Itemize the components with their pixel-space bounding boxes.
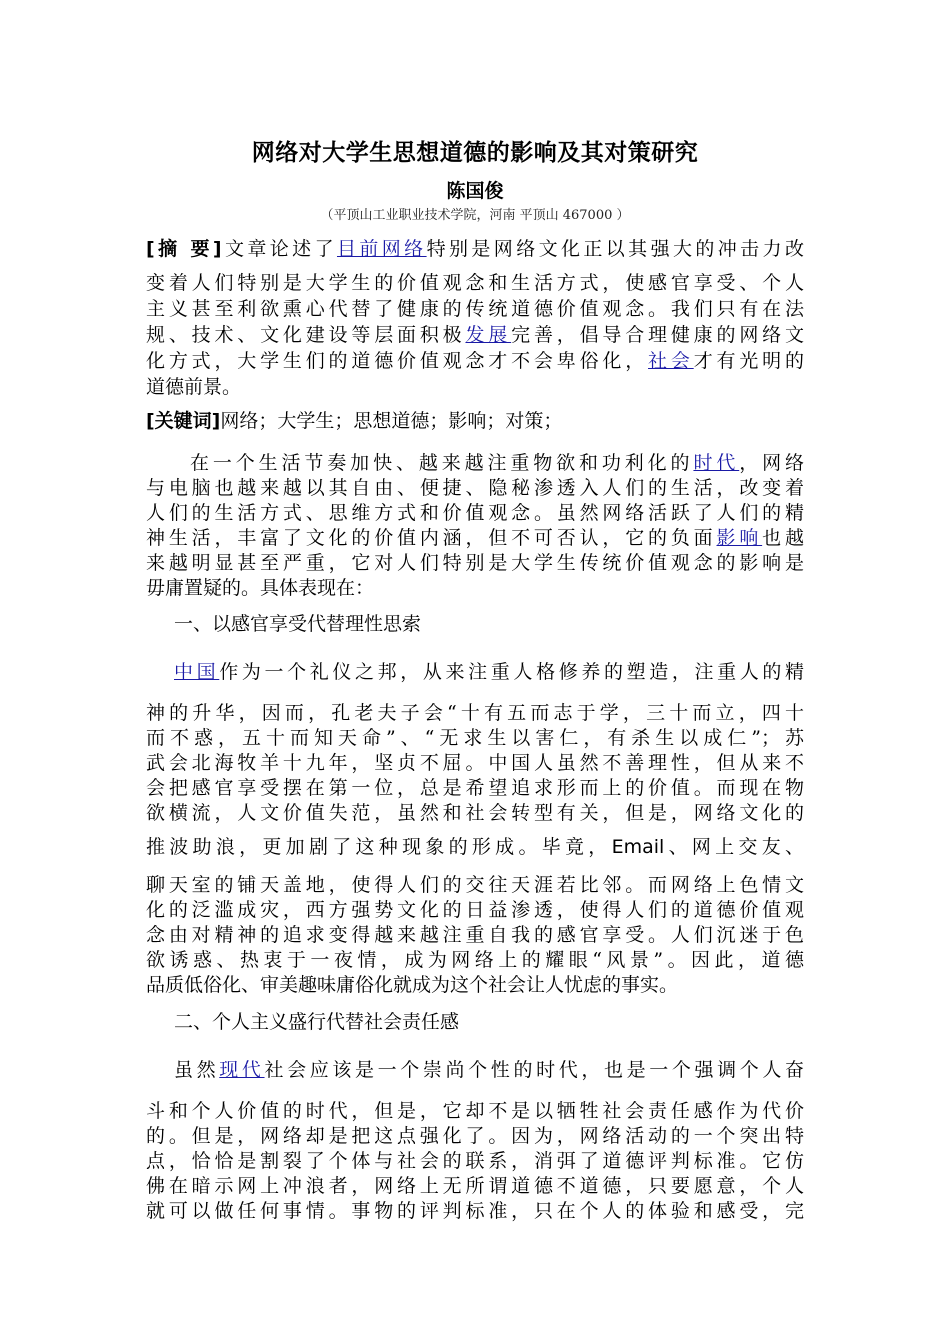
section-1-line-1 [174, 660, 804, 684]
link-era[interactable]: 时代 [693, 452, 740, 474]
section-2-text: 社会应该是一个崇尚个性的时代，也是一个强调个人奋 [264, 1059, 804, 1081]
intro-line-5: 来越明显甚至严重，它对人们特别是大学生传统价值观念的影响是 [146, 552, 804, 574]
abstract-label: [摘 要] [146, 238, 222, 260]
link-influence[interactable]: 影响 [716, 527, 763, 549]
link-china[interactable]: 中国 [174, 661, 220, 683]
section-2-text: 虽然 [174, 1059, 220, 1081]
section-1-line-9: 化的泛滥成灾，西方强势文化的日益渗透，使得人们的道德价值观 [146, 899, 804, 921]
section-2-line-5: 佛在暗示网上冲浪者，网络上无所谓道德不道德，只要愿意，个人 [146, 1175, 804, 1197]
intro-line-2: 与电脑也越来越以其自由、便捷、隐秘渗透入人们的生活，改变着 [146, 477, 804, 499]
intro-line-1 [190, 451, 804, 475]
section-1-heading: 一、以感官享受代替理性思索 [174, 613, 422, 635]
section-1-line-7 [146, 835, 804, 859]
section-2-line-1 [174, 1058, 804, 1082]
intro-line-4 [146, 526, 804, 550]
abstract-line-5 [146, 349, 804, 373]
section-1-line-12: 品质低俗化、审美趣味庸俗化就成为这个社会让人忧虑的事实。 [146, 974, 679, 996]
abstract-text: 才有光明的 [693, 350, 804, 372]
section-1-line-5: 会把感官享受摆在第一位，总是希望追求形而上的价值。而现在物 [146, 777, 804, 799]
abstract-line-1 [146, 237, 804, 261]
keywords-label: [关键词] [146, 410, 221, 432]
abstract-line-4 [146, 323, 804, 347]
abstract-text: 文章论述了 [221, 238, 337, 260]
section-1-text: 、网上交友、 [664, 836, 804, 858]
section-2-line-2: 斗和个人价值的时代，但是，它却不是以牺牲社会责任感作为代价 [146, 1100, 804, 1122]
article-title: 网络对大学生思想道德的影响及其对策研究 [251, 139, 699, 166]
abstract-line-2: 变着人们特别是大学生的价值观念和生活方式，使感官享受、个人 [146, 272, 804, 294]
intro-line-6: 毋庸置疑的。具体表现在： [146, 577, 375, 599]
abstract-line-6: 道德前景。 [146, 376, 242, 398]
section-2-heading: 二、个人主义盛行代替社会责任感 [174, 1011, 460, 1033]
intro-text: 在一个生活节奏加快、越来越注重物欲和功利化的 [190, 452, 694, 474]
author-name: 陈国俊 [446, 180, 504, 202]
email-term: Email [611, 836, 665, 858]
link-current-network[interactable]: 目前网络 [336, 238, 427, 260]
section-1-line-11: 欲诱惑、热衷于一夜情，成为网络上的耀眼“风景”。因此，道德 [146, 949, 804, 971]
keywords-text: 网络；大学生；思想道德；影响；对策； [220, 410, 563, 432]
section-1-line-4: 武会北海牧羊十九年，坚贞不屈。中国人虽然不善理性，但从来不 [146, 752, 804, 774]
section-1-line-3: 而不惑，五十而知天命”、“无求生以害仁，有杀生以成仁”；苏 [146, 727, 804, 749]
keywords-line [146, 409, 804, 433]
abstract-text: 规、技术、文化建设等层面积极 [146, 324, 466, 346]
abstract-text: 化方式，大学生们的道德价值观念才不会卑俗化， [146, 350, 649, 372]
abstract-text: 完善，倡导合理健康的网络文 [511, 324, 804, 346]
section-2-line-6: 就可以做任何事情。事物的评判标准，只在个人的体验和感受，完 [146, 1200, 804, 1222]
section-1-line-10: 念由对精神的追求变得越来越注重自我的感官享受。人们沉迷于色 [146, 924, 804, 946]
section-1-line-2: 神的升华，因而，孔老夫子会“十有五而志于学，三十而立，四十 [146, 702, 804, 724]
section-1-text: 推波助浪，更加剧了这种现象的形成。毕竟， [146, 836, 612, 858]
section-2-line-4: 点，恰恰是割裂了个体与社会的联系，消弭了道德评判标准。它仿 [146, 1150, 804, 1172]
abstract-line-3: 主义甚至利欲熏心代替了健康的传统道德价值观念。我们只有在法 [146, 298, 804, 320]
intro-text: ，网络 [739, 452, 804, 474]
link-development[interactable]: 发展 [465, 324, 512, 346]
intro-text: 也越 [762, 527, 804, 549]
intro-line-3: 人们的生活方式、思维方式和价值观念。虽然网络活跃了人们的精 [146, 502, 804, 524]
link-society[interactable]: 社会 [648, 350, 694, 372]
section-1-line-6: 欲横流，人文价值失范，虽然和社会转型有关，但是，网络文化的 [146, 802, 804, 824]
section-2-line-3: 的。但是，网络却是把这点强化了。因为，网络活动的一个突出特 [146, 1125, 804, 1147]
section-1-line-8: 聊天室的铺天盖地，使得人们的交往天涯若比邻。而网络上色情文 [146, 874, 804, 896]
section-1-text: 作为一个礼仪之邦，从来注重人格修养的塑造，注重人的精 [219, 661, 804, 683]
link-modern[interactable]: 现代 [219, 1059, 265, 1081]
author-affiliation: （平顶山工业职业技术学院，河南 平顶山 467000 ） [320, 208, 630, 223]
abstract-text: 特别是网络文化正以其强大的冲击力改 [426, 238, 804, 260]
intro-text: 神生活，丰富了文化的价值内涵，但不可否认，它的负面 [146, 527, 717, 549]
